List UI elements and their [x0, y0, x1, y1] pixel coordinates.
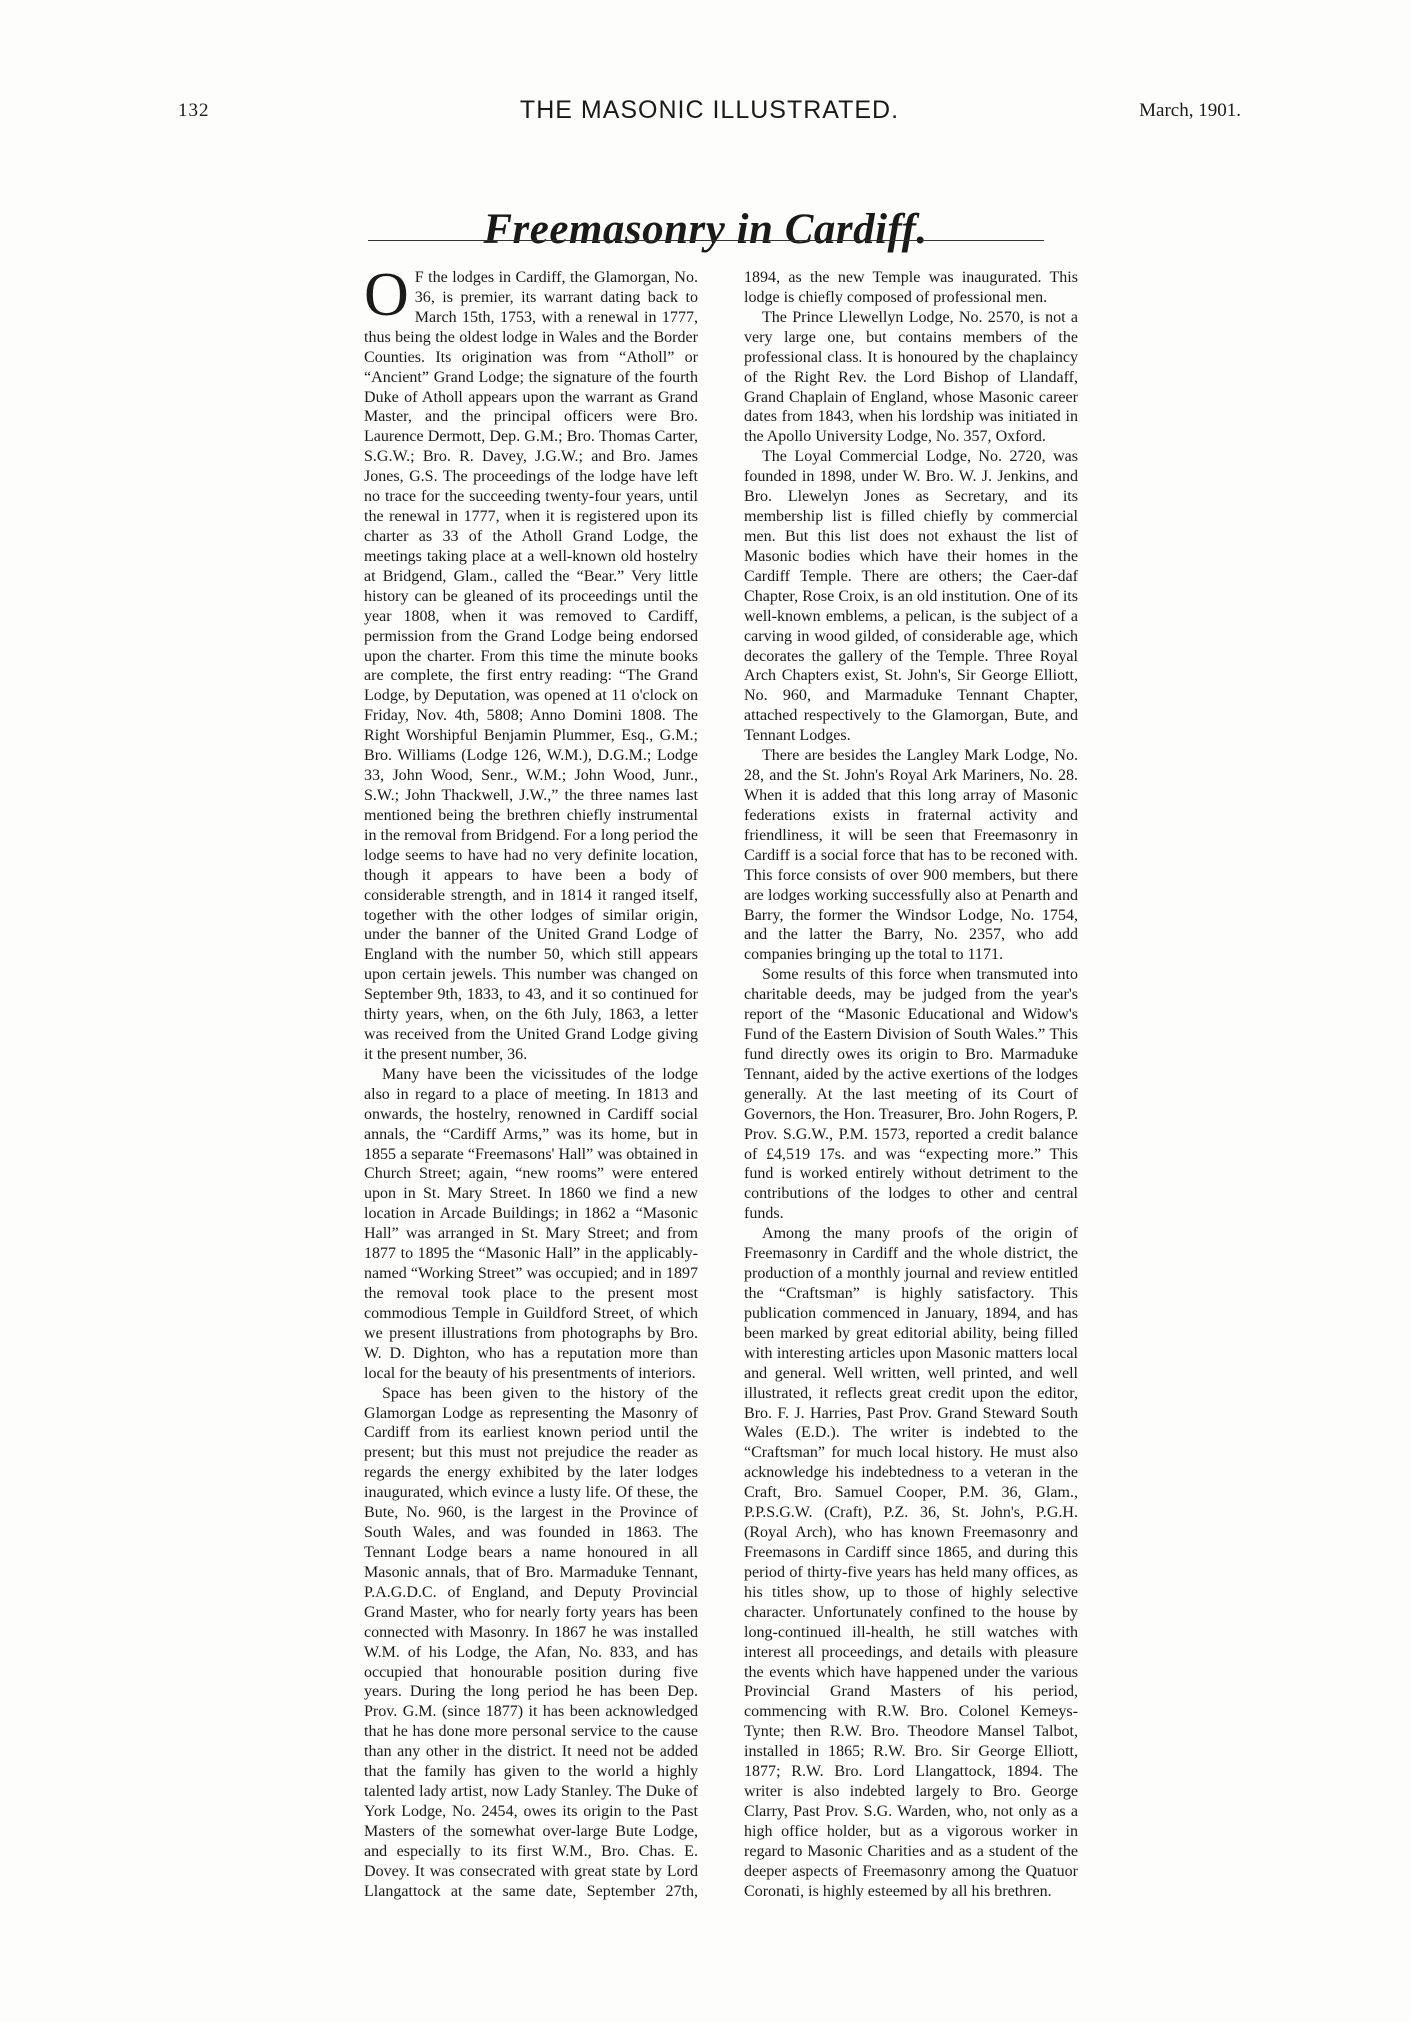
title-divider [368, 240, 1044, 241]
page-header [178, 96, 1241, 136]
issue-date: March, 1901. [1139, 100, 1241, 121]
article-paragraph-7: Some results of this force when transmuted into charitable deeds, may be judged from the year's report of the “Masonic Educational and Widow's Fund of the Eastern Division of South Wales.” This fund directly owes its origin to Bro. Marmaduke Tennant, aided by the active exertions of the lodges generally. At the last meeting of its Court of Governors, the Hon. Treasurer, Bro. John Rogers, P. Prov. S.G.W., P.M. 1573, reported a credit balance of £4,519 17s. and was “expecting more.” This fund is worked entirely without detriment to the contributions of the lodges to other and central funds. [744, 966, 1078, 1223]
page-number: 132 [178, 100, 210, 121]
drop-cap: O [364, 261, 409, 329]
journal-title: THE MASONIC ILLUSTRATED. [519, 96, 900, 124]
article-paragraph-5: The Loyal Commercial Lodge, No. 2720, was founded in 1898, under W. Bro. W. J. Jenkins, and Bro. Llewelyn Jones as Secretary, and its membership list is filled chiefly by commercial men. But this list does not exhaust the list of Masonic bodies which have their homes in the Cardiff Temple. There are others; the Caer-daf Chapter, Rose Croix, is an old institution. One of its well-known emblems, a pelican, is the subject of a carving in wood gilded, of considerable age, which decorates the gallery of the Temple. Three Royal Arch Chapters exist, St. John's, Sir George Elliott, No. 960, and Marmaduke Tennant Chapter, attached respectively to the Glamorgan, Bute, and Tennant Lodges. [744, 448, 1078, 745]
article-paragraph-1 [364, 261, 698, 1065]
article-title: Freemasonry in Cardiff. [483, 205, 928, 253]
article-body [364, 261, 1078, 1928]
paragraph-text: F the lodges in Cardiff, the Glamorgan, No. 36, is premier, its warrant dating back to March 15th, 1753, with a renewal in 1777, thus being the oldest lodge in Wales and the Border Counties. Its origination was from “Atholl” or “Ancient” Grand Lodge; the signature of the fourth Duke of Atholl appears upon the warrant as Grand Master, and the principal officers were Bro. Laurence Dermott, Dep. G.M.; Bro. Thomas Carter, S.G.W.; Bro. R. Davey, J.G.W.; and Bro. James Jones, G.S. The proceedings of the lodge have left no trace for the succeeding twenty-four years, until the renewal in 1777, when it is registered upon its charter as 33 of the Atholl Grand Lodge, the meetings taking place at a well-known old hostelry at Bridgend, Glam., called the “Bear.” Very little history can be gleaned of its proceedings until the year 1808, when it was removed to Cardiff, permission from the Grand Lodge being endorsed upon the charter. From this time the minute books are complete, the first entry reading: “The Grand Lodge, by Deputation, was opened at 11 o'clock on Friday, Nov. 4th, 5808; Anno Domini 1808. The Right Worshipful Benjamin Plummer, Esq., G.M.; Bro. Williams (Lodge 126, W.M.), D.G.M.; Lodge 33, John Wood, Senr., W.M.; John Wood, Junr., S.W.; John Thackwell, J.W.,” the three names last mentioned being the brethren chiefly instrumental in the removal from Bridgend. For a long period the lodge seems to have had no very definite location, though it appears to have been a body of considerable strength, and in 1814 it ranged itself, together with the other lodges of similar origin, under the banner of the United Grand Lodge of England with the number 50, which still appears upon certain jewels. This number was changed on September 9th, 1833, to 43, and it so continued for thirty years, when, on the 6th July, 1863, a letter was received from the United Grand Lodge giving it the present number, 36. [364, 269, 698, 1063]
article-paragraph-6: There are besides the Langley Mark Lodge, No. 28, and the St. John's Royal Ark Mariners, No. 28. When it is added that this long array of Masonic federations exists in fraternal activity and friendliness, it will be seen that Freemasonry in Cardiff is a social force that has to be reconed with. This force consists of over 900 members, but there are lodges working successfully also at Penarth and Barry, the former the Windsor Lodge, No. 1754, and the latter the Barry, No. 2357, who add companies bringing up the total to 1171. [744, 747, 1078, 964]
article-paragraph-4: The Prince Llewellyn Lodge, No. 2570, is not a very large one, but contains members of the professional class. It is honoured by the chaplaincy of the Right Rev. the Lord Bishop of Llandaff, Grand Chaplain of England, whose Masonic career dates from 1843, when his lordship was initiated in the Apollo University Lodge, No. 357, Oxford. [744, 308, 1078, 446]
article-paragraph-8: Among the many proofs of the origin of Freemasonry in Cardiff and the whole district, the production of a monthly journal and review entitled the “Craftsman” is highly satisfactory. This publication commenced in January, 1894, and has been marked by great editorial ability, being filled with interesting articles upon Masonic matters local and general. Well written, well printed, and well illustrated, it reflects great credit upon the editor, Bro. F. J. Harries, Past Prov. Grand Steward South Wales (E.D.). The writer is indebted to the “Craftsman” for much local history. He must also acknowledge his indebtedness to a veteran in the Craft, Bro. Samuel Cooper, P.M. 36, Glam., P.P.S.G.W. (Craft), P.Z. 36, St. John's, P.G.H. (Royal Arch), who has known Freemasonry and Freemasons in Cardiff since 1865, and during this period of thirty-five years has held many offices, as his titles show, up to those of highly selective character. Unfortunately confined to the house by long-continued ill-health, he still watches with interest all proceedings, and details with pleasure the events which have happened under the various Provincial Grand Masters of his period, commencing with R.W. Bro. Colonel Kemeys-Tynte; then R.W. Bro. Theodore Mansel Talbot, installed in 1865; R.W. Bro. Sir George Elliott, 1877; R.W. Bro. Lord Llangattock, 1894. The writer is also indebted largely to Bro. George Clarry, Past Prov. S.G. Warden, who, not only as a high office holder, but as a vigorous worker in regard to Masonic Charities and as a student of the deeper aspects of Freemasonry among the Quatuor Coronati, is highly esteemed by all his brethren. [744, 1225, 1078, 1900]
article-paragraph-3: Space has been given to the history of the Glamorgan Lodge as representing the Masonry of Cardiff from its earliest known period until the present; but this must not prejudice the reader as regards the energy exhibited by the later lodges inaugurated, which evince a lusty life. Of these, the Bute, No. 960, is the largest in the Province of South Wales, and was founded in 1863. The Tennant Lodge bears a name honoured in all Masonic annals, that of Bro. Marmaduke Tennant, P.A.G.D.C. of England, and Deputy Provincial Grand Master, who for nearly forty years has been connected with Masonry. In 1867 he was installed W.M. of his Lodge, the Afan, No. 833, and has occupied that honourable position during five years. During the long period he has been Dep. Prov. G.M. (since 1877) it has been acknowledged that he has done more personal service to the cause than any other in the district. It need not be added that the family has given to the world a highly talented lady artist, now Lady Stanley. The Duke of York Lodge, No. 2454, owes its origin to the Past Masters of the somewhat over-large Bute Lodge, and especially to its first W.M., Bro. Chas. E. Dovey. It was consecrated with great state by Lord Llangattock at the same date, September 27th, 1894, as the new Temple was inaugurated. This lodge is chiefly composed of professional men. [364, 269, 1078, 1900]
article-paragraph-2: Many have been the vicissitudes of the lodge also in regard to a place of meeting. In 1813 and onwards, the hostelry, renowned in Cardiff social annals, the “Cardiff Arms,” was its home, but in 1855 a separate “Freemasons' Hall” was obtained in Church Street; again, “new rooms” were entered upon in St. Mary Street. In 1860 we find a new location in Arcade Buildings; in 1862 a “Masonic Hall” was arranged in St. Mary Street; and from 1877 to 1895 the “Masonic Hall” in the applicably-named “Working Street” was occupied; and in 1897 the removal took place to the present most commodious Temple in Guildford Street, of which we present illustrations from photographs by Bro. W. D. Dighton, who has a reputation more than local for the beauty of his presentments of interiors. [364, 1065, 698, 1382]
